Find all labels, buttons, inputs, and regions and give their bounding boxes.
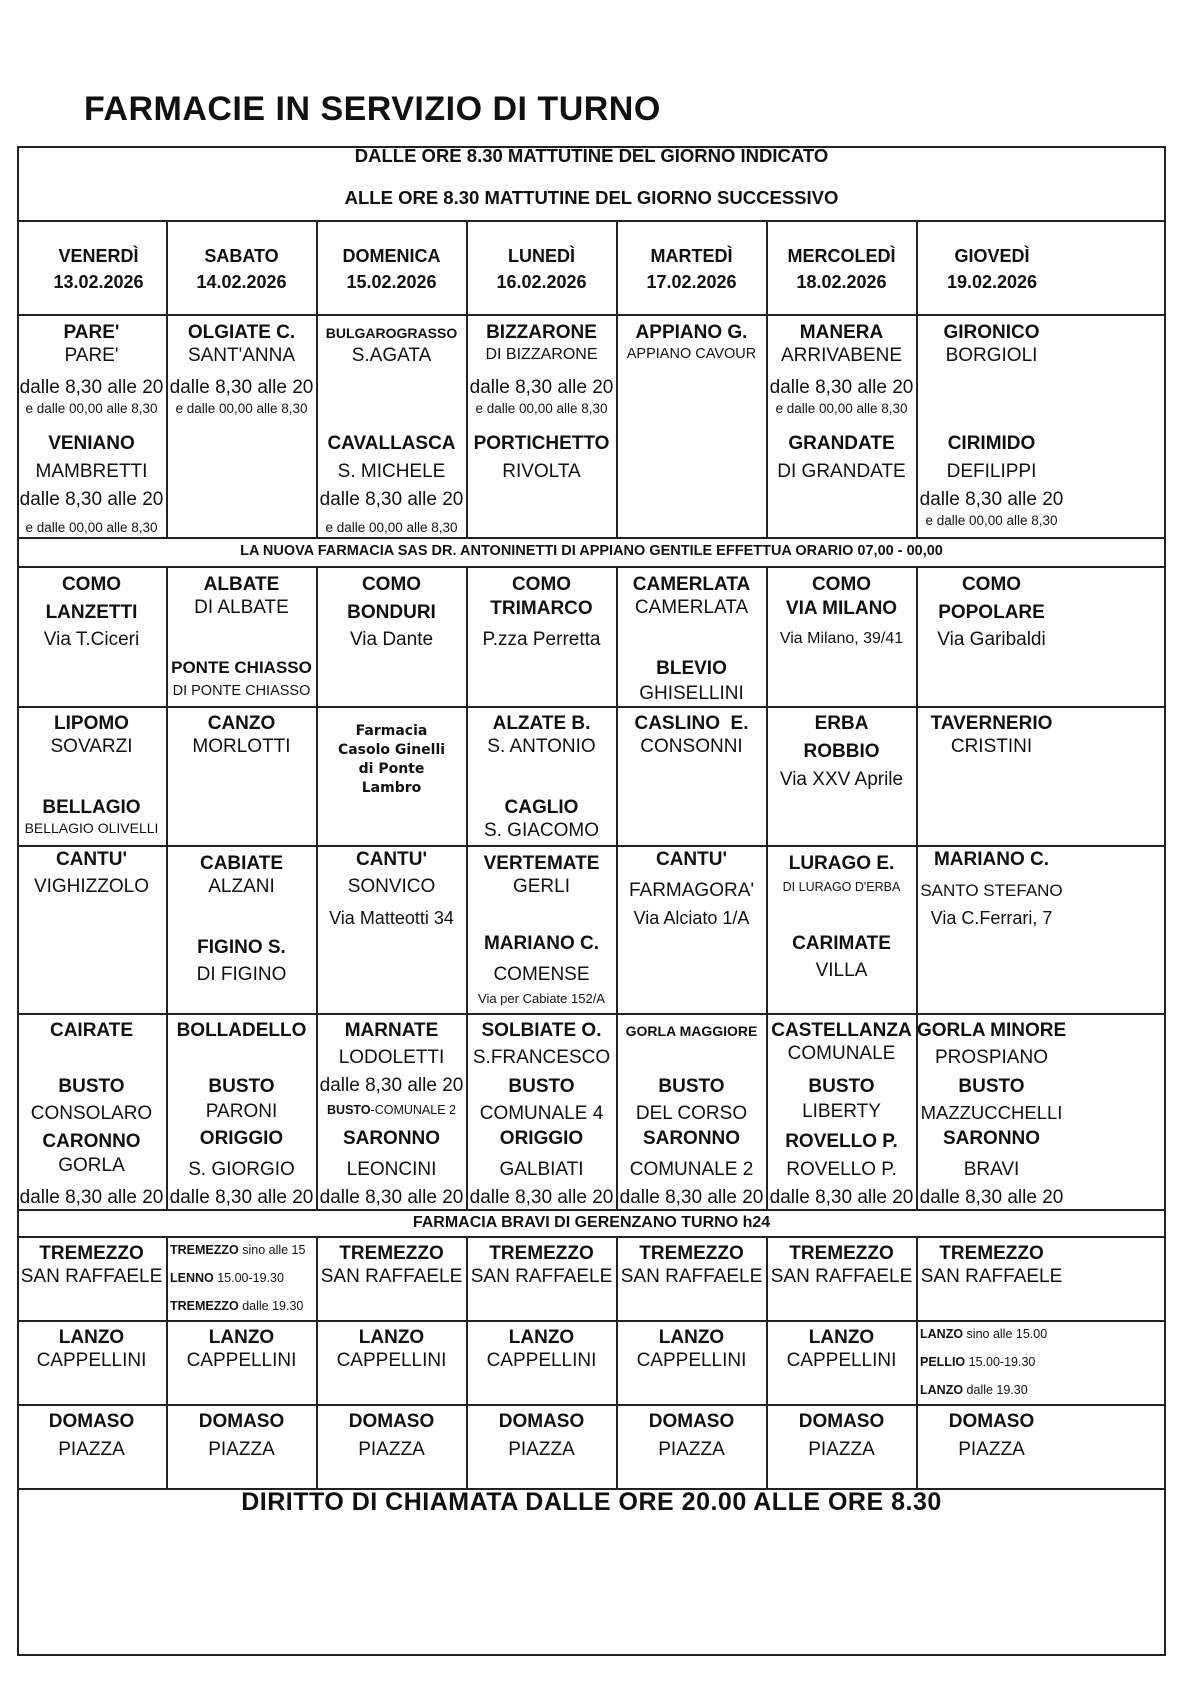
pharmacy-cell: DOMASO PIAZZA bbox=[648, 1411, 735, 1460]
pharmacy-cell: SOLBIATE O. S.FRANCESCO BUSTO COMUNALE 4 ORIGGIO GALBIATI dalle 8,30 alle 20 bbox=[469, 1020, 614, 1208]
pharmacy-cell: GORLA MAGGIORE BUSTO DEL CORSO SARONNO COMUNALE 2 dalle 8,30 alle 20 bbox=[619, 1023, 764, 1208]
pharmacy-cell: CANTU' FARMAGORA' Via Alciato 1/A bbox=[628, 849, 755, 928]
pharmacy-cell: LANZO CAPPELLINI bbox=[36, 1327, 147, 1371]
pharmacy-cell: TREMEZZO SAN RAFFAELE bbox=[320, 1243, 463, 1287]
pharmacy-cell: GIRONICO BORGIOLI CIRIMIDO DEFILIPPI dalle 8,30 alle 20 e dalle 00,00 alle 8,30 bbox=[919, 322, 1064, 528]
pharmacy-cell: LANZO CAPPELLINI bbox=[336, 1327, 447, 1371]
pharmacy-cell: LANZO sino alle 15.00 PELLIO 15.00-19.30 LANZO dalle 19.30 bbox=[920, 1327, 1048, 1397]
pharmacy-cell: DOMASO PIAZZA bbox=[798, 1411, 885, 1460]
grid-line bbox=[17, 537, 1166, 539]
pharmacy-cell: COMO TRIMARCO P.zza Perretta bbox=[482, 574, 601, 650]
day-header: VENERDÌ 13.02.2026 bbox=[53, 246, 144, 292]
pharmacy-cell: COMO LANZETTI Via T.Ciceri bbox=[43, 574, 140, 650]
pharmacy-cell: LURAGO E. DI LURAGO D'ERBA CARIMATE VILLA bbox=[782, 853, 901, 981]
footer-note: DIRITTO DI CHIAMATA DALLE ORE 20.00 ALLE ORE 8.30 bbox=[241, 1488, 942, 1516]
day-header: LUNEDÌ 16.02.2026 bbox=[496, 246, 587, 292]
appiano-note: LA NUOVA FARMACIA SAS DR. ANTONINETTI DI APPIANO GENTILE EFFETTUA ORARIO 07,00 - 00,00 bbox=[240, 543, 943, 559]
pharmacy-cell: MARIANO C. SANTO STEFANO Via C.Ferrari, 7 bbox=[920, 849, 1063, 928]
day-header: MERCOLEDÌ 18.02.2026 bbox=[787, 246, 896, 292]
pharmacy-cell: OLGIATE C. SANT'ANNA dalle 8,30 alle 20 e dalle 00,00 alle 8,30 bbox=[169, 322, 314, 416]
pharmacy-cell: LANZO CAPPELLINI bbox=[636, 1327, 747, 1371]
pharmacy-cell: COMO BONDURI Via Dante bbox=[347, 574, 436, 650]
pharmacy-cell: Farmacia Casolo Ginelli di Ponte Lambro bbox=[337, 723, 446, 796]
pharmacy-cell: TREMEZZO SAN RAFFAELE bbox=[20, 1243, 163, 1287]
pharmacy-cell: CASTELLANZA COMUNALE BUSTO LIBERTY ROVELLO P. ROVELLO P. dalle 8,30 alle 20 bbox=[769, 1020, 914, 1208]
header-line-1: DALLE ORE 8.30 MATTUTINE DEL GIORNO INDICATO bbox=[354, 145, 829, 166]
pharmacy-cell: GORLA MINORE PROSPIANO BUSTO MAZZUCCHELLI SARONNO BRAVI dalle 8,30 alle 20 bbox=[917, 1020, 1067, 1208]
bravi-note: FARMACIA BRAVI DI GERENZANO TURNO h24 bbox=[412, 1214, 771, 1231]
page-title: FARMACIE IN SERVIZIO DI TURNO bbox=[84, 90, 661, 128]
pharmacy-cell: TREMEZZO SAN RAFFAELE bbox=[770, 1243, 913, 1287]
pharmacy-cell: DOMASO PIAZZA bbox=[198, 1411, 285, 1460]
day-header: MARTEDÌ 17.02.2026 bbox=[646, 246, 737, 292]
pharmacy-cell: MARNATE LODOLETTI dalle 8,30 alle 20 BUSTO-COMUNALE 2 SARONNO LEONCINI dalle 8,30 alle 20 bbox=[319, 1020, 464, 1208]
pharmacy-cell: LANZO CAPPELLINI bbox=[486, 1327, 597, 1371]
pharmacy-cell: PARE' PARE' dalle 8,30 alle 20 e dalle 00,00 alle 8,30 VENIANO MAMBRETTI dalle 8,30 alle 20 e dalle 00,00 alle 8,30 bbox=[19, 322, 164, 535]
pharmacy-cell: BOLLADELLO BUSTO PARONI ORIGGIO S. GIORGIO dalle 8,30 alle 20 bbox=[169, 1020, 314, 1208]
pharmacy-cell: LIPOMO SOVARZI BELLAGIO BELLAGIO OLIVELLI bbox=[24, 713, 159, 836]
pharmacy-cell: CABIATE ALZANI FIGINO S. DI FIGINO bbox=[196, 853, 287, 985]
pharmacy-cell: LANZO CAPPELLINI bbox=[786, 1327, 897, 1371]
pharmacy-cell: ERBA ROBBIO Via XXV Aprile bbox=[779, 713, 904, 790]
pharmacy-cell: CAIRATE BUSTO CONSOLARO CARONNO GORLA dalle 8,30 alle 20 bbox=[19, 1020, 164, 1208]
pharmacy-cell: BULGAROGRASSO S.AGATA CAVALLASCA S. MICHELE dalle 8,30 alle 20 e dalle 00,00 alle 8,30 bbox=[319, 325, 464, 535]
pharmacy-cell: CANZO MORLOTTI bbox=[192, 713, 291, 757]
pharmacy-cell: ALBATE DI ALBATE PONTE CHIASSO DI PONTE CHIASSO bbox=[171, 574, 312, 699]
day-header: GIOVEDÌ 19.02.2026 bbox=[946, 246, 1038, 292]
grid-line bbox=[17, 1209, 1166, 1211]
pharmacy-cell: VERTEMATE GERLI MARIANO C. COMENSE Via per Cabiate 152/A bbox=[478, 853, 605, 1006]
pharmacy-cell: DOMASO PIAZZA bbox=[948, 1411, 1035, 1460]
pharmacy-cell: MANERA ARRIVABENE dalle 8,30 alle 20 e dalle 00,00 alle 8,30 GRANDATE DI GRANDATE bbox=[769, 322, 914, 482]
day-header: SABATO 14.02.2026 bbox=[196, 246, 287, 292]
pharmacy-cell: CANTU' SONVICO Via Matteotti 34 bbox=[329, 849, 454, 928]
pharmacy-cell: DOMASO PIAZZA bbox=[348, 1411, 435, 1460]
header-line-2: ALLE ORE 8.30 MATTUTINE DEL GIORNO SUCCESSIVO bbox=[344, 187, 839, 208]
pharmacy-cell: CASLINO E. CONSONNI bbox=[634, 713, 749, 757]
day-header: DOMENICA 15.02.2026 bbox=[342, 246, 441, 292]
pharmacy-cell: LANZO CAPPELLINI bbox=[186, 1327, 297, 1371]
pharmacy-cell: DOMASO PIAZZA bbox=[48, 1411, 135, 1460]
pharmacy-cell: CANTU' VIGHIZZOLO bbox=[33, 849, 150, 897]
pharmacy-cell: TREMEZZO sino alle 15 LENNO 15.00-19.30 TREMEZZO dalle 19.30 bbox=[170, 1243, 306, 1313]
pharmacy-cell: COMO POPOLARE Via Garibaldi bbox=[937, 574, 1046, 650]
pharmacy-cell: TREMEZZO SAN RAFFAELE bbox=[620, 1243, 763, 1287]
pharmacy-cell: TREMEZZO SAN RAFFAELE bbox=[470, 1243, 613, 1287]
pharmacy-cell: COMO VIA MILANO Via Milano, 39/41 bbox=[779, 574, 904, 647]
pharmacy-cell: TAVERNERIO CRISTINI bbox=[930, 713, 1053, 757]
pharmacy-cell: BIZZARONE DI BIZZARONE dalle 8,30 alle 20 e dalle 00,00 alle 8,30 PORTICHETTO RIVOLTA bbox=[469, 322, 614, 482]
pharmacy-cell: ALZATE B. S. ANTONIO CAGLIO S. GIACOMO bbox=[483, 713, 600, 841]
pharmacy-cell: CAMERLATA CAMERLATA BLEVIO GHISELLINI bbox=[632, 574, 751, 704]
pharmacy-cell: TREMEZZO SAN RAFFAELE bbox=[920, 1243, 1063, 1287]
pharmacy-cell: DOMASO PIAZZA bbox=[498, 1411, 585, 1460]
pharmacy-cell: APPIANO G. APPIANO CAVOUR bbox=[626, 322, 757, 362]
